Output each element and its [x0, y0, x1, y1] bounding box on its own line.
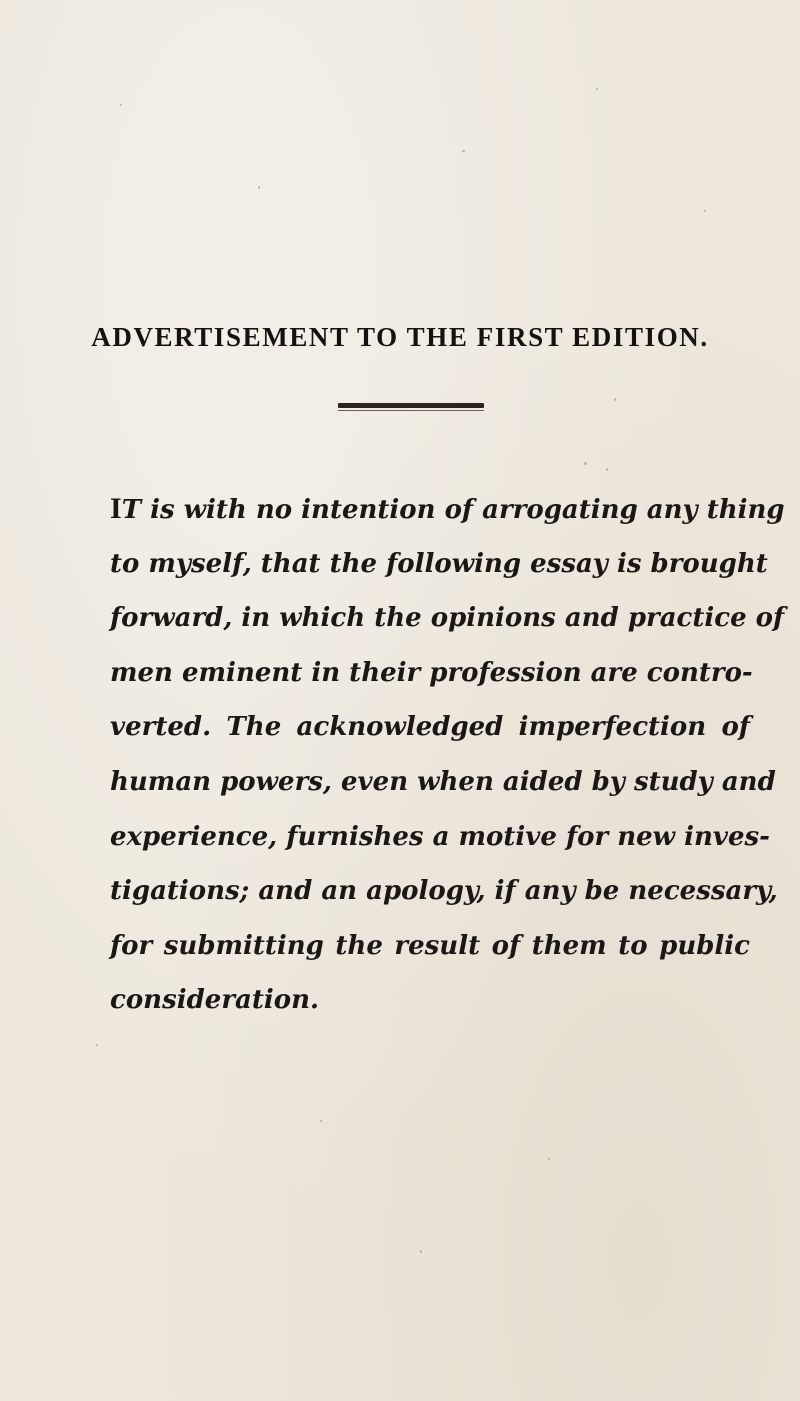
paragraph-line: for submitting the result of them to public [110, 930, 750, 961]
paper-speck [596, 88, 598, 90]
page-heading: ADVERTISEMENT TO THE FIRST EDITION. [91, 322, 709, 352]
paragraph-line [110, 482, 785, 537]
drop-cap: I [110, 492, 122, 525]
decorative-rule-underline [338, 410, 484, 411]
paper-speck [320, 1120, 322, 1122]
paragraph-line: forward, in which the opinions and practice of [110, 603, 785, 634]
paper-speck [606, 468, 608, 471]
paper-speck [120, 104, 122, 106]
paragraph-line: human powers, even when aided by study and [110, 766, 776, 797]
paper-speck [614, 398, 616, 401]
paper-speck [96, 1044, 98, 1046]
paper-speck [548, 1158, 550, 1160]
paragraph-line: tigations; and an apology, if any be necessary, [110, 876, 778, 907]
advertisement-paragraph [110, 482, 785, 1028]
paper-speck [584, 462, 587, 465]
paper-speck [704, 210, 706, 212]
paragraph-line: consideration. [110, 985, 320, 1016]
paper-speck [462, 150, 465, 152]
paragraph-line: to myself, that the following essay is brought [110, 548, 768, 579]
decorative-rule [338, 403, 484, 408]
paragraph-line-text: T is with no intention of arrogating any thing [121, 495, 785, 525]
paragraph-line: verted. The acknowledged imperfection of [110, 712, 750, 743]
paper-speck [258, 186, 260, 189]
paper-speck [420, 1250, 422, 1253]
paragraph-line: experience, furnishes a motive for new inves- [110, 821, 770, 852]
paragraph-line: men eminent in their profession are contro- [110, 657, 753, 688]
